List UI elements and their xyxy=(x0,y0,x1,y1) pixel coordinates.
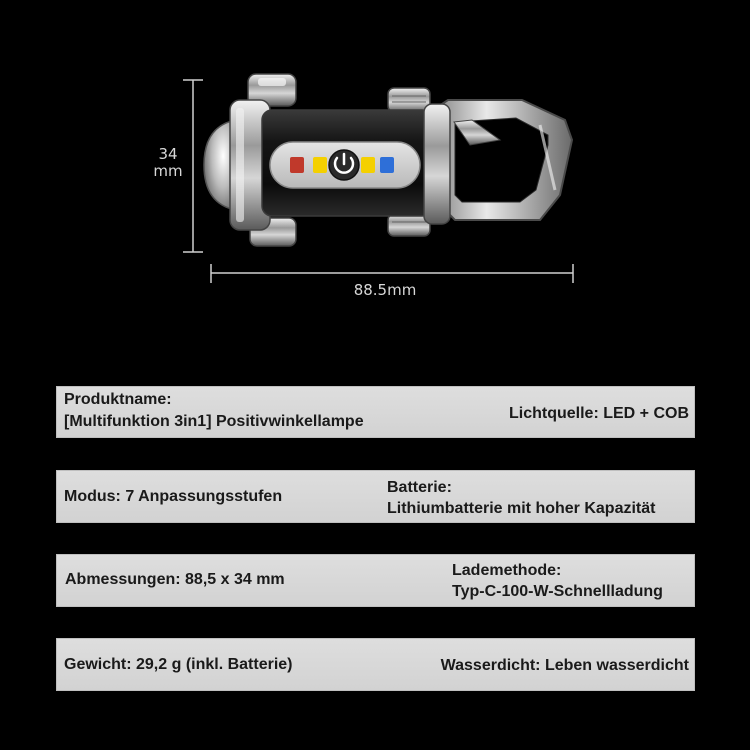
led-yellow xyxy=(313,157,327,173)
spec-waterproof: Wasserdicht: Leben wasserdicht xyxy=(440,657,689,674)
spec-weight: Gewicht: 29,2 g (inkl. Batterie) xyxy=(64,656,293,673)
right-metal-cap xyxy=(424,104,450,224)
spec-charging-value: Typ-C-100-W-Schnellladung xyxy=(452,583,663,600)
width-dimension-label: 88.5mm xyxy=(353,281,417,299)
spec-mode: Modus: 7 Anpassungsstufen xyxy=(64,488,283,505)
product-illustration xyxy=(0,0,750,360)
spec-battery-label: Batterie: xyxy=(387,479,452,496)
flashlight-illustration xyxy=(0,0,750,360)
spec-box-dimensions xyxy=(56,554,695,607)
spec-charging-label: Lademethode: xyxy=(452,562,562,579)
spec-dimensions: Abmessungen: 88,5 x 34 mm xyxy=(65,571,285,588)
led-red xyxy=(290,157,304,173)
height-dimension-label xyxy=(150,146,186,180)
spec-light-source: Lichtquelle: LED + COB xyxy=(508,405,689,422)
led-yellow-2 xyxy=(361,157,375,173)
spec-box-mode xyxy=(56,470,695,523)
spec-box-weight xyxy=(56,638,695,691)
spec-product-name-label: Produktname: xyxy=(64,391,172,408)
spec-box-product-name xyxy=(56,386,695,438)
led-blue xyxy=(380,157,394,173)
height-dimension-line xyxy=(183,80,203,252)
power-button-icon[interactable] xyxy=(329,150,359,180)
spec-battery-value: Lithiumbatterie mit hoher Kapazität xyxy=(387,500,656,517)
height-value: 34 xyxy=(158,145,178,163)
top-knob-right xyxy=(388,88,430,112)
spec-product-name-value: [Multifunktion 3in1] Positivwinkellampe xyxy=(64,413,364,430)
carabiner-clip xyxy=(430,100,572,220)
height-unit: mm xyxy=(153,162,183,180)
